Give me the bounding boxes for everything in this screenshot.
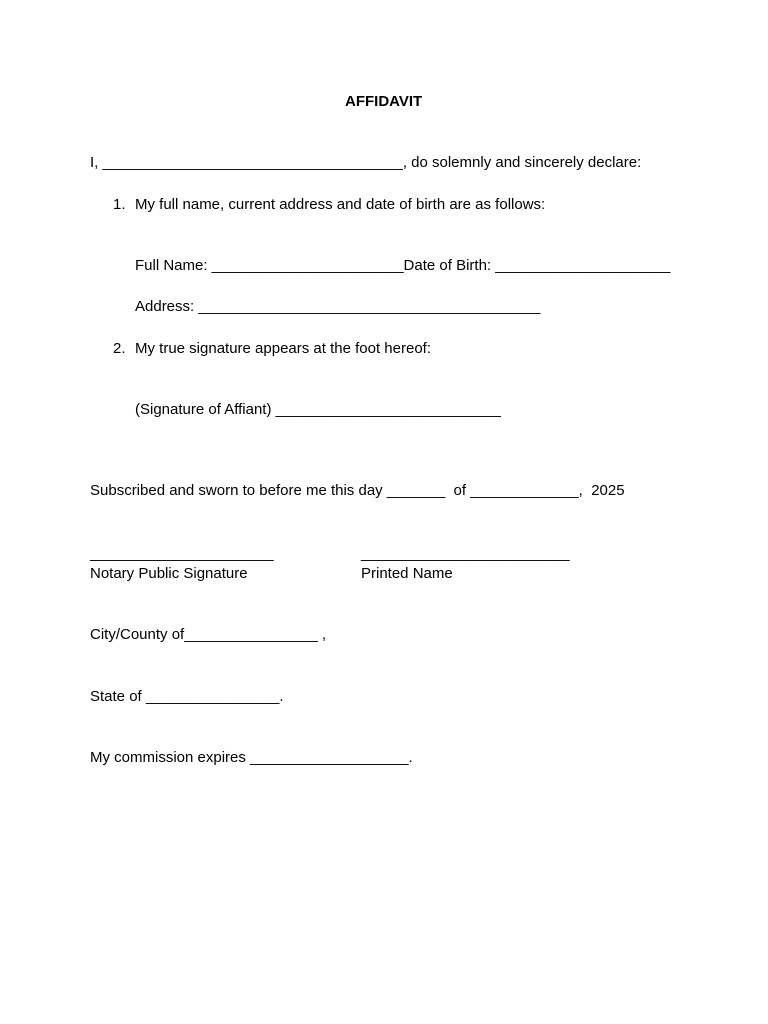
item-1-number: 1. xyxy=(113,196,126,213)
printed-name-label: Printed Name xyxy=(361,565,453,582)
notary-signature-line: ______________________ xyxy=(90,545,274,562)
printed-name-line: _________________________ xyxy=(361,545,570,562)
signature-field: (Signature of Affiant) ___________________________ xyxy=(135,401,501,418)
sworn-statement: Subscribed and sworn to before me this day _______ of _____________, 2025 xyxy=(90,482,625,499)
notary-signature-label: Notary Public Signature xyxy=(90,565,248,582)
city-county-field: City/County of________________ , xyxy=(90,626,327,643)
document-title: AFFIDAVIT xyxy=(345,93,423,110)
commission-field: My commission expires ___________________. xyxy=(90,749,413,766)
full-name-dob-field: Full Name: _______________________Date of Birth: _____________________ xyxy=(135,257,671,274)
item-1-text: My full name, current address and date of birth are as follows: xyxy=(135,196,546,213)
state-field: State of ________________. xyxy=(90,688,284,705)
declaration-line: I, ____________________________________, do solemnly and sincerely declare: xyxy=(90,154,642,171)
address-field: Address: _________________________________________ xyxy=(135,298,541,315)
item-2-number: 2. xyxy=(113,340,126,357)
item-2-text: My true signature appears at the foot hereof: xyxy=(135,340,432,357)
